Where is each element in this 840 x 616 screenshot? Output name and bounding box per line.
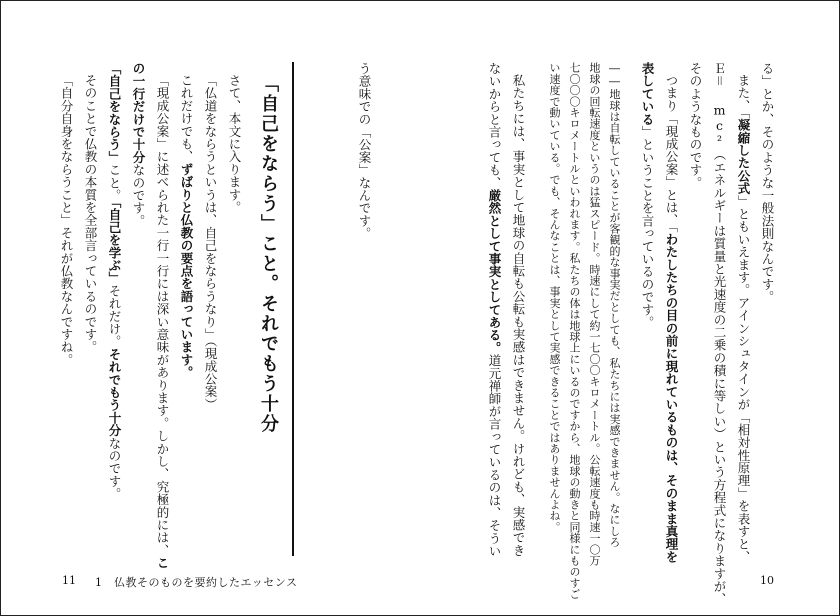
emphasis-text: 厳然として事実としてある。 xyxy=(487,189,502,355)
body-text: Ｅ＝ mc²（エネルギーは質量と光速度の二乗の積に等しい）という方程式になりますが、 xyxy=(712,62,727,606)
body-text: それだけ。 xyxy=(107,284,122,348)
body-text: そのようなものです。 xyxy=(688,62,703,189)
body-column xyxy=(352,62,376,240)
body-text: 七〇〇〇キロメートルといわれます。私たちの体は地球上にいるのですから、地球の動きと同様にものすご xyxy=(568,62,581,600)
emphasis-text: わたしたちの目の前に現れているものは、そのまま真理を xyxy=(664,232,679,564)
body-text: 地球の回転速度というのは猛スピード。時速にして約一七〇〇キロメートル。公転速度も時速一〇万 xyxy=(588,62,601,566)
body-column xyxy=(102,62,126,500)
body-text: 」ということを言っているのです。 xyxy=(640,125,655,329)
body-text: 「自分自身をならうこと」それが仏教なんですね。 xyxy=(59,74,74,367)
body-text: また、「 xyxy=(736,74,751,119)
emphasis-text: 「自己を学ぶ」 xyxy=(107,201,122,285)
body-text: こと。 xyxy=(107,163,122,202)
body-column xyxy=(482,62,506,557)
emphasis-text: 「自己をならう」 xyxy=(107,62,122,164)
body-text: なのです。 xyxy=(131,163,146,228)
body-column xyxy=(54,74,78,366)
body-column xyxy=(707,62,731,605)
emphasis-text: ずばりと仏教の要点を語っています。 xyxy=(179,162,194,379)
body-text: つまり「現成公案」とは、「 xyxy=(664,74,679,233)
body-column xyxy=(150,74,174,569)
emphasis-text: 表している xyxy=(640,62,655,126)
body-text: これだけでも、 xyxy=(179,74,194,163)
body-text: る」とか、そのような一般法則なんです。 xyxy=(760,62,775,304)
body-text: う意味での「公案」なんです。 xyxy=(357,62,372,240)
body-text: 私たちには、事実として地球の自転も公転も実感はできません。けれども、実感でき xyxy=(511,74,526,557)
body-text: さて、本文に入ります。 xyxy=(227,74,242,214)
body-text: なのです。 xyxy=(107,436,122,501)
body-text: 」ともいえます。アインシュタインが「相対性原理」を表すと、 xyxy=(736,194,751,564)
body-column xyxy=(635,62,659,329)
body-column xyxy=(506,74,530,557)
body-text: 「仏道をならうというは、自己をならうなり」（現成公案） xyxy=(203,74,218,411)
body-text: そのことで仏教の本質を全部言っているのです。 xyxy=(83,74,98,354)
body-column xyxy=(755,62,779,303)
right-page-number: 10 xyxy=(760,574,774,587)
body-column xyxy=(78,74,102,353)
aside-column xyxy=(544,62,564,532)
body-text: 道元禅師が言っているのは、そうい xyxy=(487,354,502,558)
section-heading: 「自己をならう」こと。それでもう十分 xyxy=(258,74,279,434)
body-column xyxy=(174,74,198,379)
left-page-number: 11 xyxy=(62,574,76,587)
body-column xyxy=(126,62,150,227)
aside-column xyxy=(564,62,584,600)
body-text: 「現成公案」に述べられた一行一行には深い意味があります。しかし、究極的には、 xyxy=(155,74,170,557)
body-column xyxy=(731,74,755,563)
running-head: 1 仏教そのものを要約したエッセンス xyxy=(95,576,298,589)
emphasis-text: それでもう十分 xyxy=(107,347,122,437)
body-column xyxy=(222,74,246,214)
aside-column xyxy=(584,62,604,566)
body-column xyxy=(683,62,707,189)
emphasis-text: 凝縮した公式 xyxy=(736,118,751,195)
body-column xyxy=(659,74,683,563)
emphasis-text: の一行だけで十分 xyxy=(131,62,146,164)
body-column xyxy=(198,74,222,411)
emphasis-text: こ xyxy=(155,556,170,570)
aside-column xyxy=(604,62,624,548)
body-text: ないからと言っても、 xyxy=(487,62,502,189)
body-text: い速度で動いている。でも、そんなことは、事実として実感できることではありませんよね。 xyxy=(548,62,561,533)
body-text: ――地球は自転していることが客観的な事実だとしても、私たちには実感できません。なにしろ xyxy=(608,62,621,548)
